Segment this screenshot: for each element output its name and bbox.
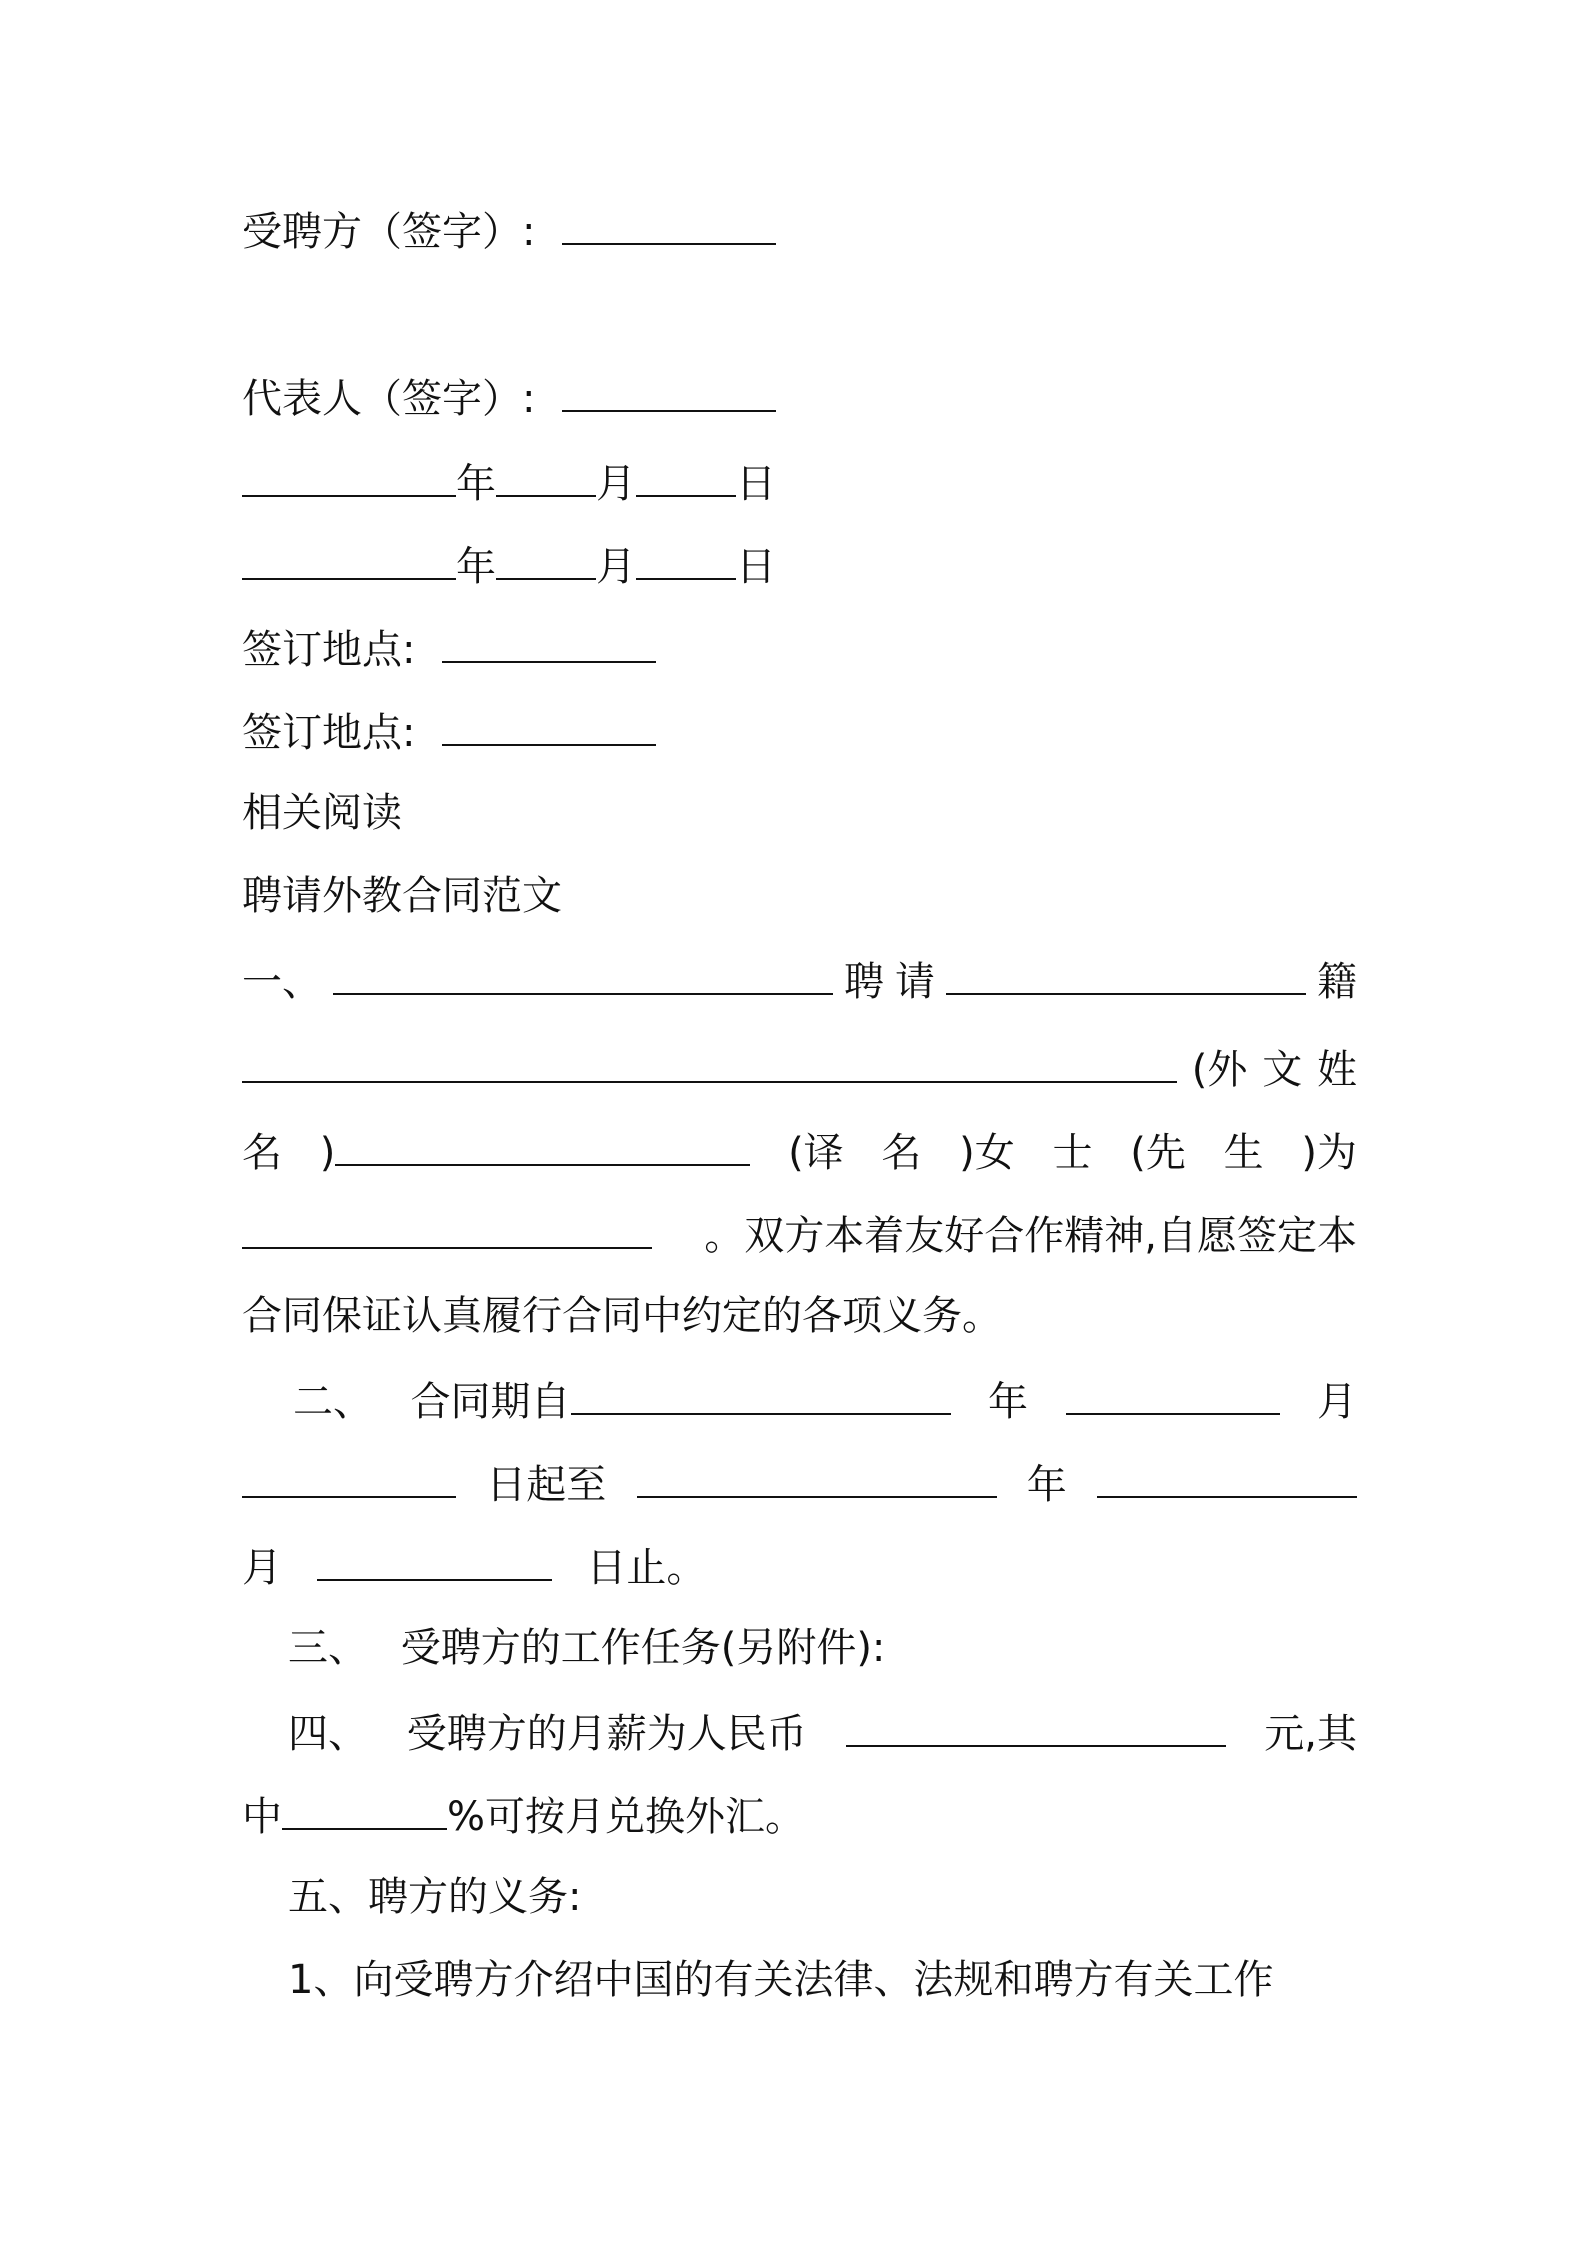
translated-label-7: )为 xyxy=(1301,1130,1357,1176)
sign-date-day-blank[interactable] xyxy=(636,455,736,497)
end-label: 日止。 xyxy=(586,1545,707,1591)
clause-4-text: 受聘方的月薪为人民币 xyxy=(406,1711,807,1757)
clause-1-line-3 xyxy=(242,1124,1357,1179)
hire-char-1: 聘 xyxy=(844,959,884,1005)
translated-label-6: 生 xyxy=(1223,1130,1264,1176)
translated-name-group xyxy=(320,1124,751,1179)
clause-5-title: 五、聘方的义务: xyxy=(288,1874,582,1920)
year-label: 年 xyxy=(456,544,496,590)
clause-4-line-2 xyxy=(242,1788,1357,1843)
clause-4-line-1 xyxy=(288,1705,1357,1760)
sign-date-year-blank-2[interactable] xyxy=(242,538,456,580)
clause-3-number: 三、 xyxy=(288,1625,368,1671)
sign-date-month-blank[interactable] xyxy=(496,455,596,497)
end-year-label: 年 xyxy=(1026,1462,1067,1508)
article-title: 聘请外教合同范文 xyxy=(242,873,562,919)
start-day-blank[interactable] xyxy=(242,1456,456,1498)
foreign-name-blank[interactable] xyxy=(242,1041,1177,1083)
year-label: 年 xyxy=(456,461,496,507)
start-month-blank[interactable] xyxy=(1066,1373,1280,1415)
yuan-label: 元,其 xyxy=(1264,1711,1357,1757)
clause-2-line-1 xyxy=(293,1373,1357,1428)
hire-char-2: 请 xyxy=(895,959,935,1005)
sign-date-year-blank[interactable] xyxy=(242,455,456,497)
sign-place-label: 签订地点: xyxy=(242,710,416,756)
sign-place-blank-2[interactable] xyxy=(442,704,656,746)
clause-1-text-line-4: 。双方本着友好合作精神,自愿签定本 xyxy=(704,1213,1357,1259)
clause-3-text: 受聘方的工作任务(另附件): xyxy=(400,1625,886,1671)
representative-signature-label: 代表人（签字）: xyxy=(242,376,536,422)
start-year-label: 年 xyxy=(988,1379,1028,1425)
zhong-label: 中 xyxy=(242,1794,282,1840)
sign-place-label: 签订地点: xyxy=(242,627,416,673)
employer-name-blank[interactable] xyxy=(333,953,833,995)
end-day-blank[interactable] xyxy=(317,1539,552,1581)
sign-place-line xyxy=(242,621,1357,676)
nationality-blank[interactable] xyxy=(946,953,1306,995)
sign-date-month-blank-2[interactable] xyxy=(496,538,596,580)
translated-label-1: (译 xyxy=(788,1130,844,1176)
representative-signature-line xyxy=(242,370,1357,425)
related-reading-heading: 相关阅读 xyxy=(242,790,402,836)
clause-5-item-1: 1、向受聘方介绍中国的有关法律、法规和聘方有关工作 xyxy=(288,1957,1274,2003)
foreign-name-label-1: (外 xyxy=(1191,1047,1248,1093)
clause-1-line-2 xyxy=(242,1041,1357,1096)
clause-4-number: 四、 xyxy=(288,1711,368,1757)
nationality-label: 籍 xyxy=(1317,959,1357,1005)
employee-signature-line xyxy=(242,203,1357,258)
translated-name-blank[interactable] xyxy=(335,1124,750,1166)
translated-label-3: )女 xyxy=(959,1130,1015,1176)
clause-1-line-4 xyxy=(242,1207,1357,1262)
foreign-name-label-3: 姓 xyxy=(1317,1047,1357,1093)
clause-2-line-3 xyxy=(242,1539,1357,1594)
translated-label-5: (先 xyxy=(1130,1130,1186,1176)
contract-start-group xyxy=(411,1373,951,1428)
end-month-blank[interactable] xyxy=(1097,1456,1357,1498)
foreign-name-label-2: 文 xyxy=(1262,1047,1303,1093)
name-label-1: 名 xyxy=(242,1130,282,1176)
employee-signature-blank[interactable] xyxy=(562,203,776,245)
clause-2-number: 二、 xyxy=(293,1379,373,1425)
representative-signature-blank[interactable] xyxy=(562,370,776,412)
sign-date-day-blank-2[interactable] xyxy=(636,538,736,580)
name-label-2: ) xyxy=(319,1130,336,1176)
position-blank[interactable] xyxy=(242,1207,652,1249)
clause-1-line-5: 合同保证认真履行合同中约定的各项义务。 xyxy=(242,1293,1002,1339)
translated-label-4: 士 xyxy=(1052,1130,1093,1176)
day-label: 日 xyxy=(736,461,776,507)
clause-3-line xyxy=(288,1622,1357,1674)
sign-place-line-2 xyxy=(242,704,1357,759)
percent-blank[interactable] xyxy=(282,1788,447,1830)
employee-signature-label: 受聘方（签字）: xyxy=(242,209,536,255)
percent-text: %可按月兑换外汇。 xyxy=(447,1794,806,1840)
sign-date-line xyxy=(242,455,1357,510)
end-month-label: 月 xyxy=(242,1545,282,1591)
translated-label-2: 名 xyxy=(881,1130,922,1176)
end-year-blank[interactable] xyxy=(637,1456,997,1498)
clause-2-line-2 xyxy=(242,1456,1357,1511)
contract-period-label: 合同期自 xyxy=(410,1379,571,1425)
month-label: 月 xyxy=(596,544,636,590)
sign-date-line-2 xyxy=(242,538,1357,593)
start-year-blank[interactable] xyxy=(571,1373,951,1415)
start-month-label: 月 xyxy=(1317,1379,1357,1425)
clause-1-number: 一、 xyxy=(242,959,322,1005)
month-label: 月 xyxy=(596,461,636,507)
salary-blank[interactable] xyxy=(846,1705,1226,1747)
start-to-label: 日起至 xyxy=(486,1462,607,1508)
clause-1-line-1 xyxy=(242,953,1357,1008)
day-label: 日 xyxy=(736,544,776,590)
sign-place-blank[interactable] xyxy=(442,621,656,663)
